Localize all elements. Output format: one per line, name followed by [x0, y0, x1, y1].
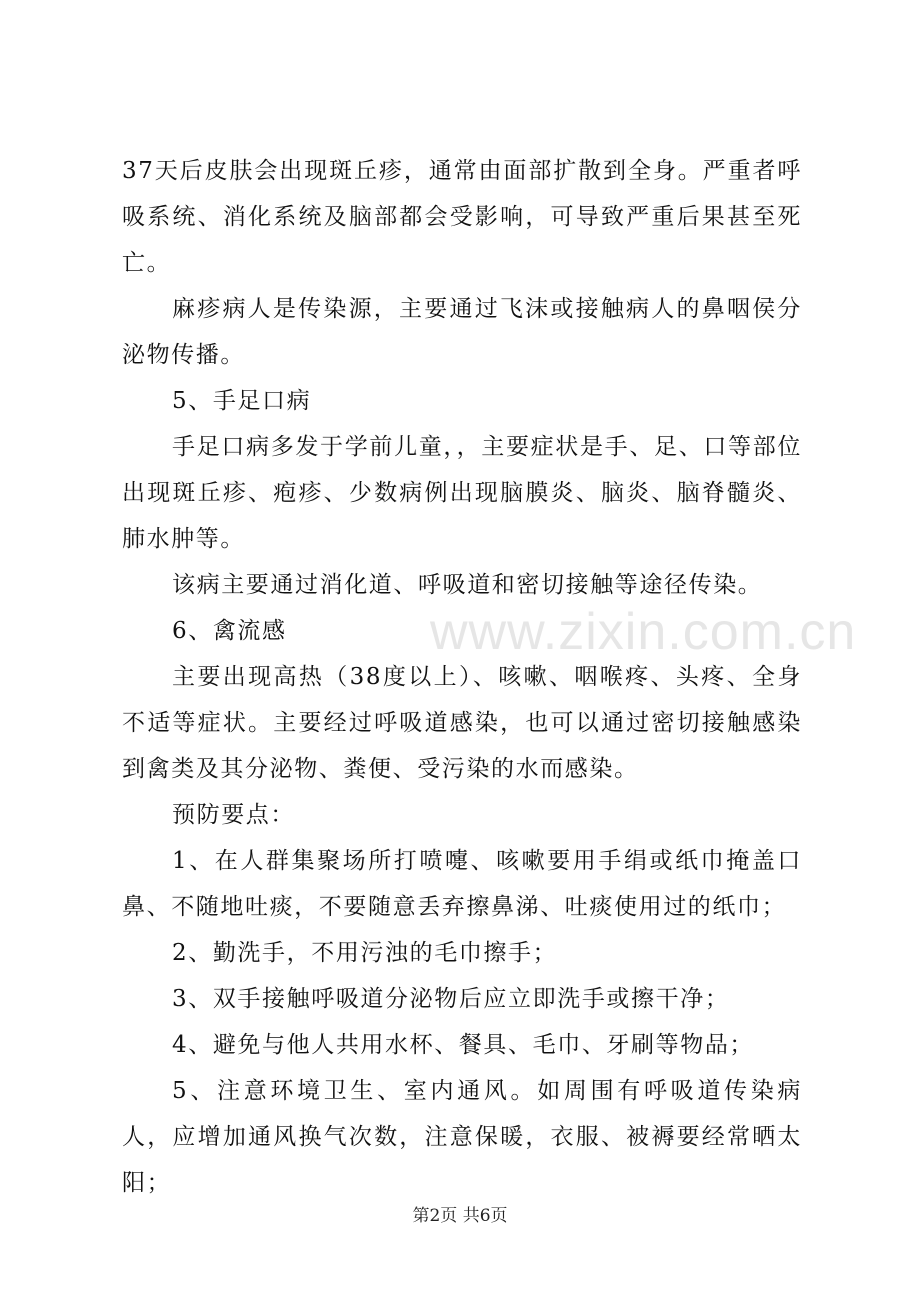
paragraph-5: 该病主要通过消化道、呼吸道和密切接触等途径传染。	[172, 572, 763, 598]
prevention-item-5: 5、注意环境卫生、室内通风。如周围有呼吸道传染病人，应增加通风换气次数，注意保暖，衣服、被褥要经常晒太阳；	[122, 1078, 802, 1196]
prevention-item-4: 4、避免与他人共用水杯、餐具、毛巾、牙刷等物品；	[172, 1032, 755, 1058]
paragraph-7: 主要出现高热（38度以上）、咳嗽、咽喉疼、头疼、全身不适等症状。主要经过呼吸道感染，也可以通过密切接触感染到禽类及其分泌物、粪便、受污染的水而感染。	[122, 664, 802, 782]
prevention-item-3: 3、双手接触呼吸道分泌物后应立即洗手或擦干净；	[172, 986, 730, 1012]
document-body	[122, 148, 802, 1206]
paragraph-1: 37天后皮肤会出现斑丘疹，通常由面部扩散到全身。严重者呼吸系统、消化系统及脑部都会受影响，可导致严重后果甚至死亡。	[122, 158, 802, 276]
prevention-item-1: 1、在人群集聚场所打喷嚏、咳嗽要用手绢或纸巾掩盖口鼻、不随地吐痰，不要随意丢弃擦鼻涕、吐痰使用过的纸巾；	[122, 848, 802, 920]
section-heading-avian-flu: 6、禽流感	[172, 618, 287, 644]
paragraph-4: 手足口病多发于学前儿童，，主要症状是手、足、口等部位出现斑丘疹、疱疹、少数病例出现脑膜炎、脑炎、脑脊髓炎、肺水肿等。	[122, 434, 802, 552]
prevention-item-2: 2、勤洗手，不用污浊的毛巾擦手；	[172, 940, 558, 966]
watermark: www.zixin.com.cn	[430, 603, 857, 661]
paragraph-2: 麻疹病人是传染源，主要通过飞沫或接触病人的鼻咽侯分泌物传播。	[122, 296, 802, 368]
page-number-footer: 第2页 共6页	[412, 1206, 508, 1226]
prevention-heading: 预防要点：	[172, 802, 295, 828]
section-heading-hfmd: 5、手足口病	[172, 388, 312, 414]
